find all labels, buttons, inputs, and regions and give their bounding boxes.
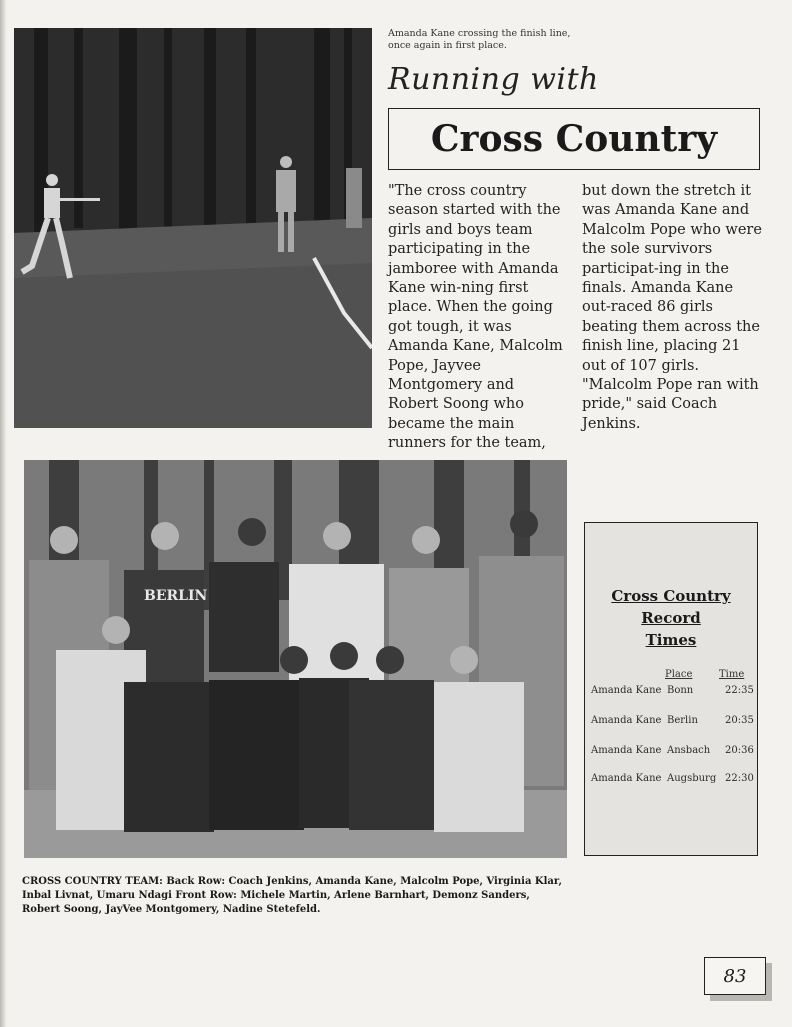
- finish-line-photo-art: [14, 28, 372, 428]
- headline-title: Cross Country: [430, 118, 718, 160]
- record-place: Bonn: [667, 685, 694, 696]
- team-caption: CROSS COUNTRY TEAM: Back Row: Coach Jenkins, Amanda Kane, Malcolm Pope, Virginia Klar, Inbal Livnat, Umaru Ndagi Front Row: Michele Martin, Arlene Barnhart, Demonz Sanders, Robert Soong, JayVee Montgomery, Nadine Stetefeld.: [22, 876, 562, 915]
- record-time: 22:35: [725, 685, 754, 696]
- article-column-right: but down the stretch it was Amanda Kane and Malcolm Pope who were the sole survivors participat-ing in the finals. Amanda Kane out-raced 86 girls beating them across the finish line, placing 21 out of 107 girls. "Malcolm Pope ran with pride," said Coach Jenkins.: [582, 183, 762, 432]
- record-runner: Amanda Kane: [591, 773, 662, 784]
- page-number: 83: [704, 957, 766, 995]
- record-place: Berlin: [667, 715, 698, 726]
- headline-kicker: Running with: [388, 62, 599, 97]
- record-col-place: Place: [665, 669, 693, 680]
- article-column-left: "The cross country season started with the girls and boys team participating in the jamboree with Amanda Kane win-ning first place. When the going got tough, it was Amanda Kane, Malcolm Pope, Jayvee Montgomery and Robert Soong who became the main runners for the team,: [388, 183, 563, 452]
- record-time: 20:35: [725, 715, 754, 726]
- record-title-line-2: Record: [641, 609, 701, 627]
- page-spine-shadow: [0, 0, 6, 1027]
- team-jacket-print: BERLIN: [144, 588, 208, 604]
- finish-line-photo: [14, 28, 372, 428]
- team-photo-art: [24, 460, 567, 858]
- record-title: [585, 585, 757, 651]
- record-time: 20:36: [725, 745, 754, 756]
- record-title-line-3: Times: [645, 631, 697, 649]
- record-runner: Amanda Kane: [591, 715, 662, 726]
- record-place: Ansbach: [667, 745, 711, 756]
- record-title-line-1: Cross Country: [611, 587, 731, 605]
- record-runner: Amanda Kane: [591, 745, 662, 756]
- finish-photo-caption: Amanda Kane crossing the finish line, once again in first place.: [388, 28, 571, 51]
- record-times-box: [584, 522, 758, 856]
- record-time: 22:30: [725, 773, 754, 784]
- record-runner: Amanda Kane: [591, 685, 662, 696]
- team-photo: [24, 460, 567, 858]
- headline-box: [388, 108, 760, 170]
- record-col-time: Time: [719, 669, 745, 680]
- record-place: Augsburg: [667, 773, 717, 784]
